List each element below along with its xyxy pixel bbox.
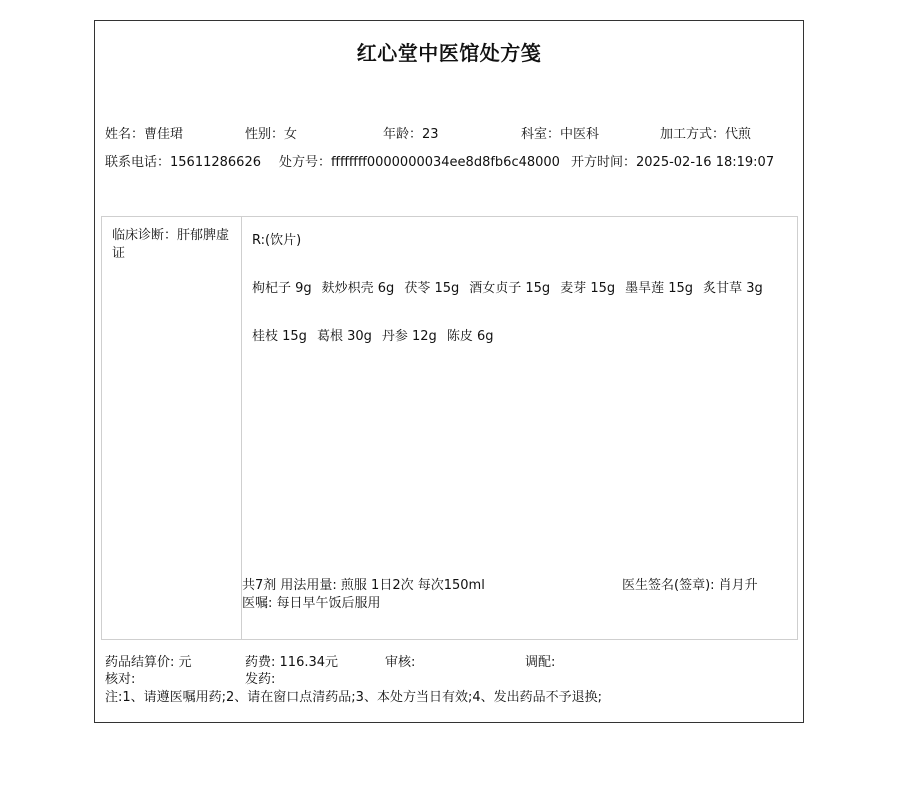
name-label: 姓名： <box>105 127 145 142</box>
patient-dept <box>521 123 599 142</box>
herb-item: 炙甘草 3g <box>703 281 763 296</box>
process-value: 代煎 <box>725 127 752 142</box>
herb-item: 丹参 12g <box>381 329 437 344</box>
gender-label: 性别： <box>245 127 285 142</box>
herb-item: 葛根 30g <box>316 329 372 344</box>
issue-field: 发药: <box>245 672 276 687</box>
age-value: 23 <box>422 127 439 142</box>
patient-name <box>105 123 183 142</box>
rxno-label: 处方号： <box>279 155 332 170</box>
prescribe-time <box>571 151 774 170</box>
process-label: 加工方式： <box>660 127 726 142</box>
herb-item: 枸杞子 9g <box>252 281 312 296</box>
age-label: 年龄： <box>383 127 423 142</box>
name-value: 曹佳珺 <box>144 127 184 142</box>
diagnosis-value: 肝郁脾虚证 <box>112 228 230 261</box>
diagnosis-column <box>102 217 242 639</box>
time-label: 开方时间： <box>571 155 637 170</box>
herb-item: 桂枝 15g <box>252 329 307 344</box>
time-value: 2025-02-16 18:19:07 <box>636 155 775 170</box>
phone-label: 联系电话： <box>105 155 171 170</box>
herb-line-1 <box>252 277 792 296</box>
patient-age <box>383 123 439 142</box>
doctor-signature: 医生签名(签章): 肖月升 <box>622 578 758 593</box>
prescription-box <box>101 216 798 640</box>
phone-value: 15611286626 <box>170 155 261 170</box>
rxno-value: ffffffff0000000034ee8d8fb6c48000 <box>331 155 560 170</box>
herb-item: 麸炒枳壳 6g <box>321 281 395 296</box>
gender-value: 女 <box>284 127 298 142</box>
page-title: 红心堂中医馆处方笺 <box>356 41 542 65</box>
advice-text: 医嘱: 每日早午饭后服用 <box>242 596 381 611</box>
rx-header: R:(饮片) <box>252 233 302 248</box>
herb-item: 酒女贞子 15g <box>469 281 551 296</box>
patient-phone <box>105 151 261 170</box>
diagnosis-label: 临床诊断： <box>112 228 178 243</box>
usage-block <box>242 577 502 613</box>
prescription-number <box>279 151 560 170</box>
herb-item: 茯苓 15g <box>404 281 460 296</box>
dispense-field: 调配: <box>525 655 556 670</box>
review-field: 审核: <box>385 655 416 670</box>
herb-line-2 <box>252 325 792 344</box>
dept-value: 中医科 <box>560 127 600 142</box>
usage-text: 共7剂 用法用量: 煎服 1日2次 每次150ml <box>242 578 485 593</box>
clinical-diagnosis <box>112 227 234 263</box>
dept-label: 科室： <box>521 127 561 142</box>
price-label: 药品结算价: <box>105 655 175 670</box>
prescription-sheet <box>94 20 804 723</box>
fee-label: 药费: <box>245 655 276 670</box>
price-value: 元 <box>178 655 192 670</box>
herb-item: 陈皮 6g <box>446 329 494 344</box>
process-method <box>660 123 751 142</box>
check-field: 核对: <box>105 672 136 687</box>
footer-note: 注:1、请遵医嘱用药;2、请在窗口点清药品;3、本处方当日有效;4、发出药品不予退换; <box>105 690 602 705</box>
herb-item: 墨旱莲 15g <box>625 281 694 296</box>
herb-item: 麦芽 15g <box>560 281 616 296</box>
patient-gender <box>245 123 297 142</box>
fee-value: 116.34元 <box>279 655 339 670</box>
